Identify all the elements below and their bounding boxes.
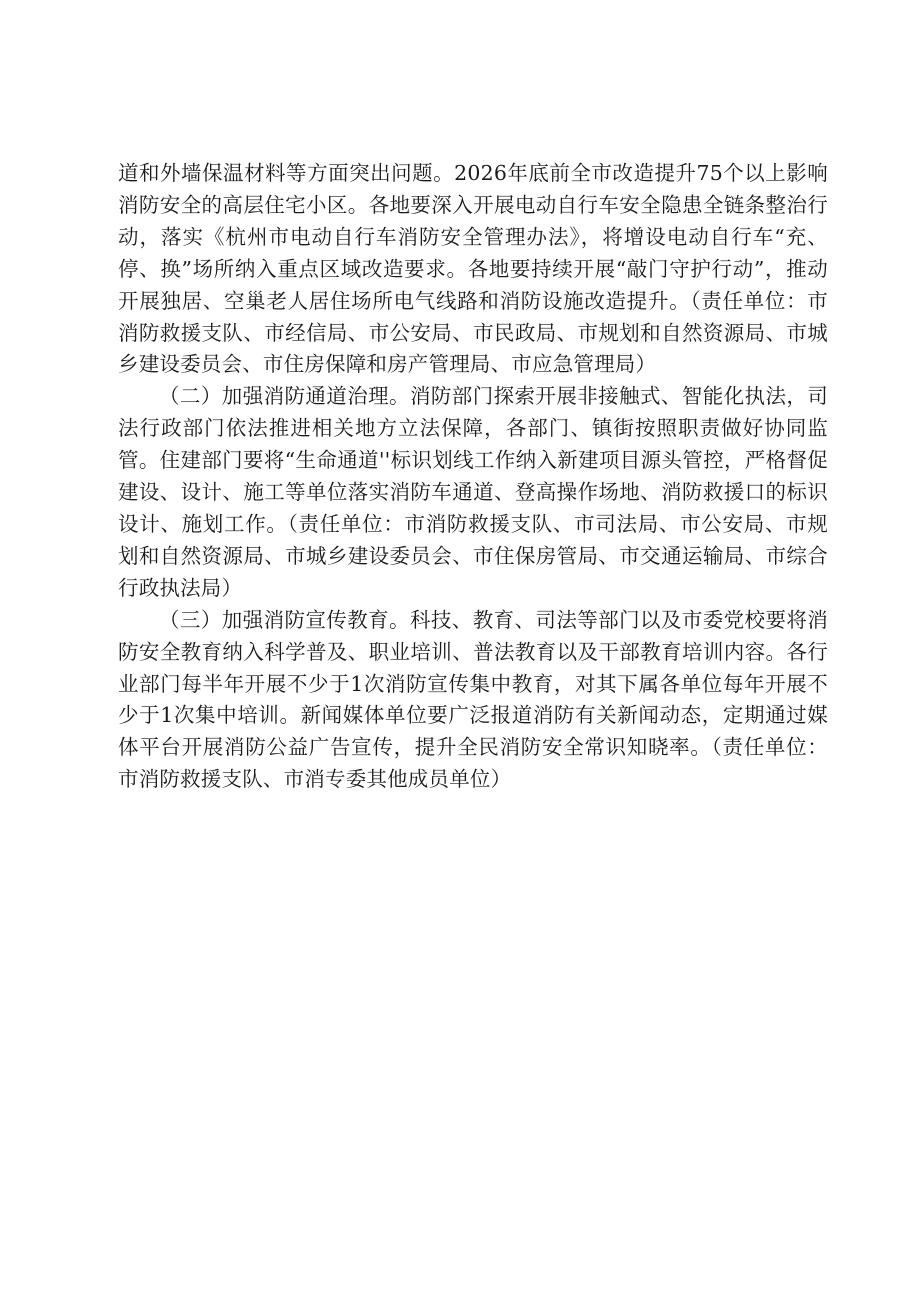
document-body — [118, 158, 828, 796]
paragraph-fire-access-governance: （二）加强消防通道治理。消防部门探索开展非接触式、智能化执法，司法行政部门依法推进相关地方立法保障，各部门、镇街按照职责做好协同监管。住建部门要将“生命通道''标识划线工作纳入新建项目源头管控，严格督促建设、设计、施工等单位落实消防车通道、登高操作场地、消防救援口的标识设计、施划工作。（责任单位：市消防救援支队、市司法局、市公安局、市规划和自然资源局、市城乡建设委员会、市住保房管局、市交通运输局、市综合行政执法局） — [118, 384, 828, 600]
paragraph-fire-safety-education: （三）加强消防宣传教育。科技、教育、司法等部门以及市委党校要将消防安全教育纳入科学普及、职业培训、普法教育以及干部教育培训内容。各行业部门每半年开展不少于1次消防宣传集中教育，对其下属各单位每年开展不少于1次集中培训。新闻媒体单位要广泛报道消防有关新闻动态，定期通过媒体平台开展消防公益广告宣传，提升全民消防安全常识知晓率。（责任单位：市消防救援支队、市消专委其他成员单位） — [118, 607, 828, 792]
paragraph-continuation: 道和外墙保温材料等方面突出问题。2026年底前全市改造提升75个以上影响消防安全的高层住宅小区。各地要深入开展电动自行车安全隐患全链条整治行动，落实《杭州市电动自行车消防安全管理办法》，将增设电动自行车“充、停、换”场所纳入重点区域改造要求。各地要持续开展“敲门守护行动”，推动开展独居、空巢老人居住场所电气线路和消防设施改造提升。（责任单位：市消防救援支队、市经信局、市公安局、市民政局、市规划和自然资源局、市城乡建设委员会、市住房保障和房产管理局、市应急管理局） — [118, 161, 828, 377]
